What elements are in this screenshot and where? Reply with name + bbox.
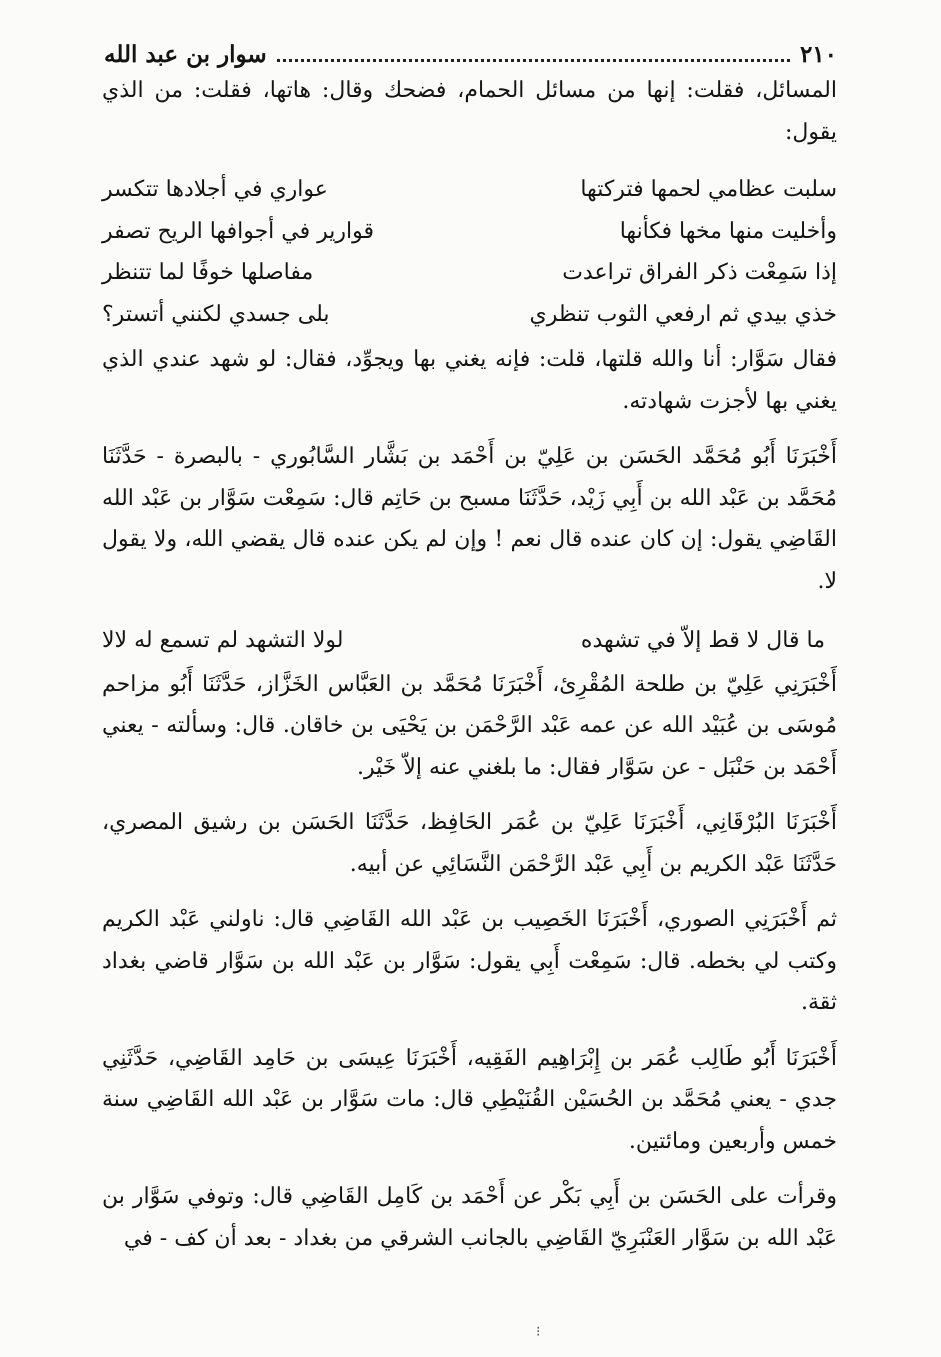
verse-second-hemistich: قوارير في أجوافها الريح تصفر — [102, 218, 375, 244]
verse-line — [102, 294, 837, 336]
footer-mark: ⁝ — [536, 1324, 541, 1340]
verse-line — [102, 169, 837, 211]
single-verse — [102, 620, 837, 662]
running-title: سوار بن عبد الله — [104, 40, 267, 68]
verse-first-hemistich: إذا سَمِعْت ذكر الفراق تراعدت — [562, 260, 837, 285]
paragraph-7: أَخْبَرَنَا أَبُو طَالِب عُمَر بن إِبْرَاهِيم الفَقِيه، أَخْبَرَنَا عِيسَى بن حَامِد القَاضِي، حَدَّثَنِي جدي - يعني مُحَمَّد بن الحُسَيْن القُنَيْطِي قال: مات سَوَّار بن عَبْد الله القَاضِي سنة خمس وأربعين ومائتين. — [102, 1045, 837, 1154]
verse-first-hemistich: وأخليت منها مخها فكأنها — [619, 218, 837, 244]
page-number: ٢١٠ — [799, 40, 837, 68]
poem — [102, 169, 837, 335]
verse-second-hemistich: بلى جسدي لكنني أتستر؟ — [102, 301, 330, 327]
verse-first-hemistich: ما قال لا قط إلاّ في تشهده — [580, 628, 825, 653]
header-dotted-leader — [277, 59, 790, 62]
verse-line — [102, 252, 837, 294]
paragraph-2: فقال سَوَّار: أنا والله قلتها، قلت: فإنه يغني بها ويجوِّد، فقال: لو شهد عندي الذي يغني بها لأجزت شهادته. — [102, 347, 837, 414]
verse-second-hemistich: عواري في أجلادها تتكسر — [102, 177, 328, 202]
page-body — [102, 70, 837, 1259]
paragraph-5: أَخْبَرَنَا البُرْقَانِي، أَخْبَرَنَا عَلِيّ بن عُمَر الحَافِظ، حَدَّثَنَا الحَسَن بن رشيق المصري، حَدَّثَنَا عَبْد الكريم بن أَبِي عَبْد الرَّحْمَن النَّسَائِي عن أبيه. — [102, 810, 837, 877]
paragraph-3: أَخْبَرَنَا أَبُو مُحَمَّد الحَسَن بن عَلِيّ بن أَحْمَد بن بَشَّار السَّابُوري - بالبصرة - حَدَّثَنَا مُحَمَّد بن عَبْد الله بن أَبِي زَيْد، حَدَّثَنَا مسبح بن حَاتِم قال: سَمِعْت سَوَّار بن عَبْد الله القَاضِي يقول: إن كان عنده قال نعم ! وإن لم يكن عنده قال يقضي الله، ولا يقول لا. — [102, 444, 837, 594]
verse-first-hemistich: خذي بيدي ثم ارفعي الثوب تنظري — [529, 301, 837, 327]
paragraph-6: ثم أَخْبَرَنِي الصوري، أَخْبَرَنَا الخَصِيب بن عَبْد الله القَاضِي قال: ناولني عَبْد الكريم وكتب لي بخطه. قال: سَمِعْت أَبِي يقول: سَوَّار بن عَبْد الله بن سَوَّار قاضي بغداد ثقة. — [102, 907, 837, 1015]
paragraph-4: أَخْبَرَنِي عَلِيّ بن طلحة المُقْرِئ، أَخْبَرَنَا مُحَمَّد بن العَبَّاس الخَزَّاز، حَدَّثَنَا أَبُو مزاحم مُوسَى بن عُبَيْد الله عن عمه عَبْد الرَّحْمَن بن يَحْيَى بن خاقان. قال: وسألته - يعني أَحْمَد بن حَنْبَل - عن سَوَّار فقال: ما بلغني عنه إلاّ خَيْر. — [102, 671, 837, 780]
verse-first-hemistich: سلبت عظامي لحمها فتركتها — [580, 177, 837, 202]
verse-second-hemistich: لولا التشهد لم تسمع له لالا — [102, 628, 344, 653]
paragraph-1: المسائل، فقلت: إنها من مسائل الحمام، فضحك وقال: هاتها، فقلت: من الذي يقول: — [102, 78, 837, 145]
page-header — [104, 38, 837, 70]
paragraph-8: وقرأت على الحَسَن بن أَبِي بَكْر عن أَحْمَد بن كَامِل القَاضِي قال: وتوفي سَوَّار بن عَبْد الله بن سَوَّار العَنْبَرِيّ القَاضِي بالجانب الشرقي من بغداد - بعد أن كف - في — [102, 1184, 837, 1251]
verse-line — [102, 211, 837, 253]
verse-second-hemistich: مفاصلها خوفًا لما تتنظر — [102, 260, 314, 285]
